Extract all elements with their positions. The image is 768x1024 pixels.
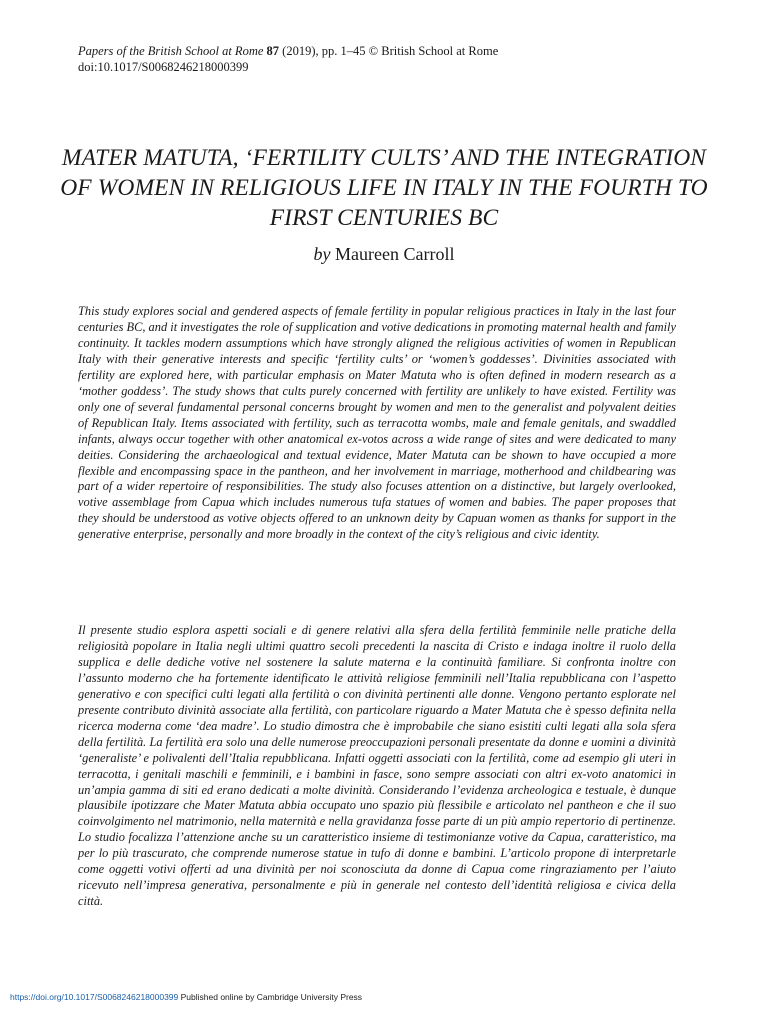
citation-details: (2019), pp. 1–45 © British School at Rome (282, 44, 499, 58)
abstract-italian: Il presente studio esplora aspetti sociali e di genere relativi alla sfera della fertilità femminile nelle pratiche della religiosità popolare in Italia negli ultimi quattro secoli precedenti la nascita di Cristo e indaga inoltre il ruolo della supplica e delle dediche votive nel sostenere la salute materna e la continuità familiare. Si confronta inoltre con l’assunto moderno che ha fortemente identificato le attività religiose femminili nell’Italia repubblicana con l’aspetto generativo e con specifici culti legati alla fertilità o con divinità pertinenti alle donne. Vengono pertanto esplorate nel presente contributo divinità associate alla fertilità, con particolare riguardo a Mater Matuta che è spesso definita nella ricerca moderna come ‘dea madre’. Lo studio dimostra che è improbabile che siano esistiti culti legati alla sola sfera della fertilità. La fertilità era solo una delle numerose preoccupazioni personali presentate da donne e uomini a divinità ‘generaliste’ e polivalenti dell’Italia repubblicana. Infatti oggetti associati con la fertilità, come ad esempio gli uteri in terracotta, i genitali maschili e femminili, e i bambini in fasce, sono sempre associati con altri ex-voto anatomici in un’ampia gamma di siti ed erano dedicati a molte divinità. Considerando l’evidenza archeologica e testuale, è dunque plausibile ipotizzare che Mater Matuta abbia occupato uno spazio più flessibile e articolato nel pantheon e che il suo coinvolgimento nel matrimonio, nella maternità e nella gravidanza fosse parte di un più ampio repertorio di pertinenze. Lo studio focalizza l’attenzione anche su un caratteristico insieme di testimonianze votive da Capua, caratteristico, ma per lo più trascurato, che comprende numerose statue in tufo di donne e bambini. L’articolo propone di interpretarle come oggetti votivi offerti ad una divinità per noi sconosciuta da donne di Capua come ringraziamento per l’aiuto ricevuto nell’impresa generativa, personalmente e più in generale nel contesto dell’identità religiosa e civica della città. (78, 623, 676, 909)
citation-line (78, 44, 498, 60)
author-name: Maureen Carroll (335, 244, 455, 264)
header-doi: doi:10.1017/S0068246218000399 (78, 59, 249, 74)
journal-name: Papers of the British School at Rome (78, 44, 264, 58)
journal-header (78, 44, 498, 75)
abstract-english: This study explores social and gendered aspects of female fertility in popular religious practices in Italy in the last four centuries BC, and it investigates the role of supplication and votive dedications in promoting maternal health and family continuity. It tackles modern assumptions which have strongly aligned the religious activities of women in Republican Italy with their generative interests and specific ‘fertility cults’ or ‘women’s goddesses’. Divinities associated with fertility are explored here, with particular emphasis on Mater Matuta who is often defined in modern research as a ‘mother goddess’. The study shows that cults purely concerned with fertility are unlikely to have existed. Fertility was only one of several fundamental personal concerns brought by women and men to the generalist and polyvalent deities of Republican Italy. Items associated with fertility, such as terracotta wombs, male and female genitals, and swaddled infants, always occur together with other anatomical ex-votos across a wide range of sites and were dedicated to many deities. Considering the archaeological and textual evidence, Mater Matuta can be shown to have occupied a more flexible and encompassing space in the pantheon, and her involvement in marriage, motherhood and childbearing was part of a wider repertoire of responsibilities. The study also focuses attention on a distinctive, but largely overlooked, votive assemblage from Capua which includes numerous tufa statues of women and babies. The paper proposes that they should be understood as votive objects offered to an unknown deity by Capuan women as thanks for support in the generative enterprise, personally and more broadly in the context of the city’s religious and civic identity. (78, 304, 676, 542)
page-footer (10, 992, 362, 1002)
byline-by: by (313, 244, 331, 264)
journal-volume: 87 (266, 44, 280, 58)
article-title: MATER MATUTA, ‘FERTILITY CULTS’ AND THE INTEGRATION OF WOMEN IN RELIGIOUS LIFE IN ITALY IN THE FOURTH TO FIRST CENTURIES BC (60, 145, 708, 231)
published-note: Published online by Cambridge University Press (180, 992, 363, 1002)
doi-link[interactable]: https://doi.org/10.1017/S0068246218000399 (10, 992, 179, 1002)
byline (0, 244, 768, 265)
